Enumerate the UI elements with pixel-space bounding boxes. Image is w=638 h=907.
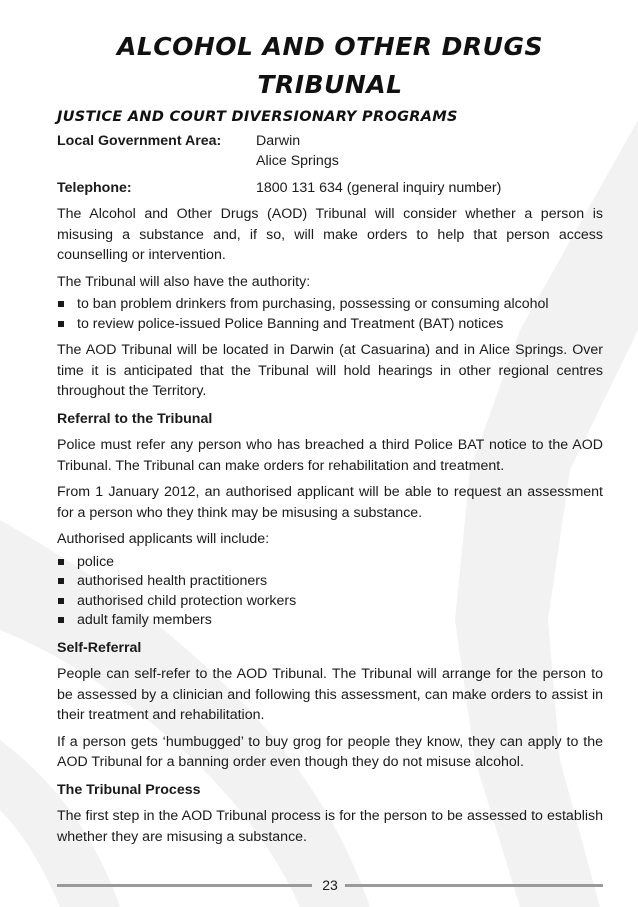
self-referral-paragraph-1: People can self-refer to the AOD Tribunal. The Tribunal will arrange for the person to be assessed by a clinician and following this assessment, can make orders to assist in their treatment and rehabilitation. bbox=[57, 666, 603, 723]
bullet-icon bbox=[58, 617, 64, 623]
section-subtitle: JUSTICE AND COURT DIVERSIONARY PROGRAMS bbox=[57, 109, 458, 125]
list-item: adult family members bbox=[57, 611, 603, 631]
referral-paragraph-1: Police must refer any person who has breached a third Police BAT notice to the AOD Tribunal. The Tribunal can make orders for rehabilitation and treatment. bbox=[57, 437, 603, 474]
footer-rule-right bbox=[345, 884, 603, 887]
page-footer bbox=[57, 872, 603, 898]
contact-info bbox=[57, 131, 603, 198]
list-item: police bbox=[57, 553, 603, 573]
authority-list bbox=[57, 295, 603, 334]
lga-value-alice-springs: Alice Springs bbox=[256, 153, 339, 169]
page-content bbox=[57, 28, 603, 847]
applicants-list bbox=[57, 553, 603, 631]
footer-rule-left bbox=[57, 884, 312, 887]
page-title: ALCOHOL AND OTHER DRUGS TRIBUNAL bbox=[116, 32, 543, 99]
bullet-icon bbox=[58, 578, 64, 584]
lga-value-darwin: Darwin bbox=[256, 133, 301, 149]
process-paragraph-1: The first step in the AOD Tribunal process is for the person to be assessed to establish whether they are misusing a substance. bbox=[57, 808, 603, 845]
bullet-icon bbox=[58, 598, 64, 604]
location-paragraph: The AOD Tribunal will be located in Darwin (at Casuarina) and in Alice Springs. Over time it is anticipated that the Tribunal will hold hearings in other regional centres throughout the Territory. bbox=[57, 342, 603, 399]
telephone-label: Telephone: bbox=[57, 180, 132, 196]
bullet-icon bbox=[58, 301, 64, 307]
referral-heading: Referral to the Tribunal bbox=[57, 410, 213, 427]
process-heading: The Tribunal Process bbox=[57, 781, 201, 798]
self-referral-paragraph-2: If a person gets ‘humbugged’ to buy grog for people they know, they can apply to the AOD Tribunal for a banning order even though they do not misuse alcohol. bbox=[57, 733, 603, 770]
bullet-icon bbox=[58, 321, 64, 327]
list-item: to review police-issued Police Banning and Treatment (BAT) notices bbox=[57, 315, 603, 335]
list-item: authorised health practitioners bbox=[57, 572, 603, 592]
telephone-value: 1800 131 634 (general inquiry number) bbox=[256, 180, 502, 196]
applicants-intro: Authorised applicants will include: bbox=[57, 531, 270, 547]
page-number: 23 bbox=[322, 877, 338, 893]
authority-intro: The Tribunal will also have the authority: bbox=[57, 273, 311, 290]
intro-paragraph: The Alcohol and Other Drugs (AOD) Tribunal will consider whether a person is misusing a substance and, if so, will make orders to help that person access counselling or intervention. bbox=[57, 206, 603, 263]
referral-paragraph-2: From 1 January 2012, an authorised applicant will be able to request an assessment for a person who they think may be misusing a substance. bbox=[57, 484, 603, 521]
list-item: to ban problem drinkers from purchasing, possessing or consuming alcohol bbox=[57, 295, 603, 315]
self-referral-heading: Self-Referral bbox=[57, 639, 142, 656]
list-item: authorised child protection workers bbox=[57, 592, 603, 612]
lga-label: Local Government Area: bbox=[57, 133, 222, 149]
bullet-icon bbox=[58, 559, 64, 565]
